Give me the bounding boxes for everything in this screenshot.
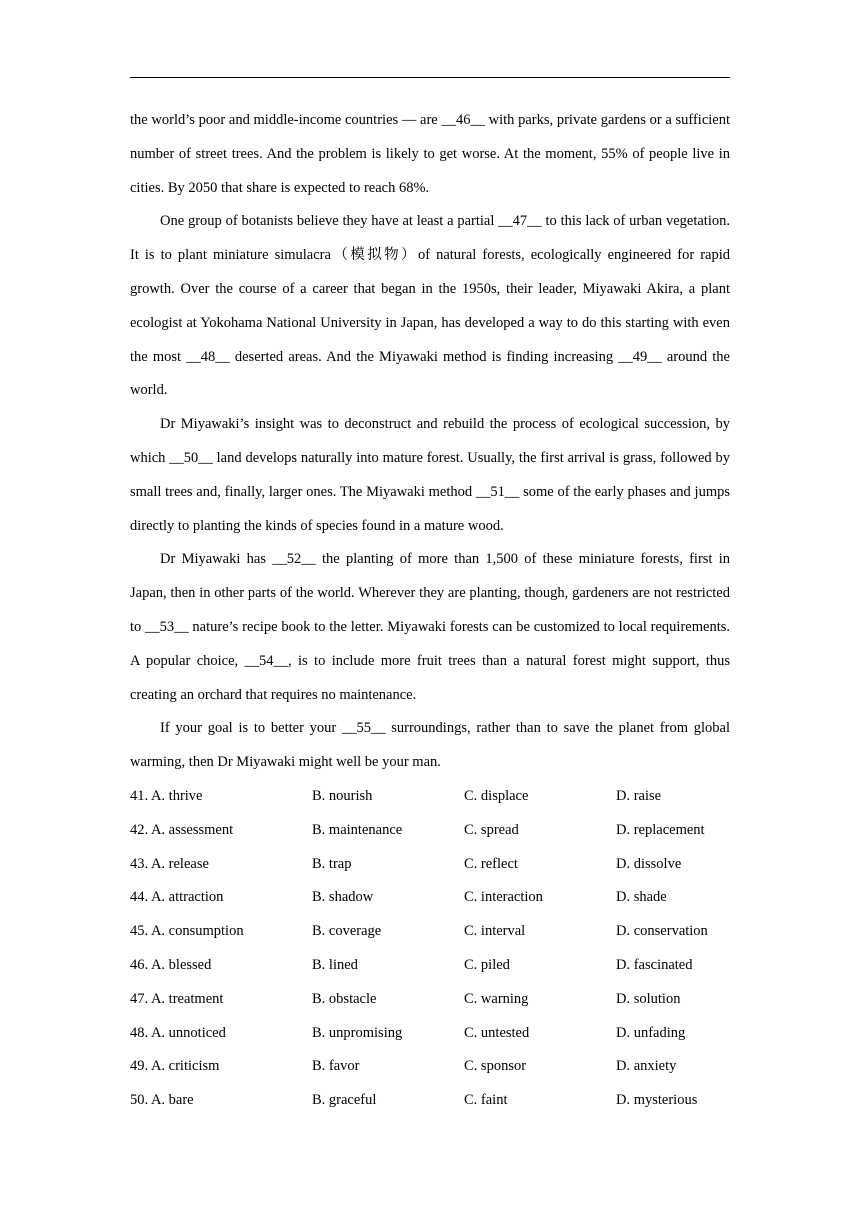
header-rule	[130, 77, 730, 78]
option-a: 43. A. release	[130, 855, 209, 872]
option-d: D. fascinated	[616, 956, 693, 973]
option-a: 48. A. unnoticed	[130, 1024, 226, 1041]
option-row	[130, 848, 730, 882]
option-a: 47. A. treatment	[130, 990, 224, 1007]
option-c: C. untested	[464, 1024, 530, 1041]
option-b: B. graceful	[312, 1092, 377, 1109]
option-a: 49. A. criticism	[130, 1058, 220, 1075]
option-a: 45. A. consumption	[130, 923, 244, 940]
option-b: B. coverage	[312, 923, 382, 940]
option-b: B. maintenance	[312, 821, 403, 838]
option-d: D. mysterious	[616, 1092, 698, 1109]
option-b: B. unpromising	[312, 1024, 403, 1041]
option-c: C. reflect	[464, 855, 518, 872]
option-a: 46. A. blessed	[130, 956, 212, 973]
option-d: D. conservation	[616, 923, 708, 940]
option-row	[130, 915, 730, 949]
option-row	[130, 1084, 730, 1118]
option-row	[130, 983, 730, 1017]
option-row	[130, 814, 730, 848]
answer-options	[130, 780, 730, 1118]
option-row	[130, 881, 730, 915]
passage-paragraph: If your goal is to better your __55__ surroundings, rather than to save the planet from global warming, then Dr Miyawaki might well be your man.	[130, 720, 730, 771]
option-d: D. unfading	[616, 1024, 686, 1041]
option-c: C. piled	[464, 956, 510, 973]
document-body	[130, 104, 730, 1118]
option-d: D. shade	[616, 889, 667, 906]
option-b: B. nourish	[312, 787, 373, 804]
passage-paragraph: the world’s poor and middle-income countries — are __46__ with parks, private gardens or a sufficient number of street trees. And the problem is likely to get worse. At the moment, 55% of people live in cities. By 2050 that share is expected to reach 68%.	[130, 112, 730, 196]
option-b: B. obstacle	[312, 990, 377, 1007]
option-row	[130, 780, 730, 814]
option-d: D. anxiety	[616, 1058, 677, 1075]
option-c: C. warning	[464, 990, 529, 1007]
option-d: D. replacement	[616, 821, 705, 838]
option-b: B. lined	[312, 956, 358, 973]
option-b: B. favor	[312, 1058, 360, 1075]
option-a: 44. A. attraction	[130, 889, 224, 906]
option-row	[130, 1017, 730, 1051]
option-a: 42. A. assessment	[130, 821, 234, 838]
option-d: D. solution	[616, 990, 681, 1007]
passage-paragraph: Dr Miyawaki’s insight was to deconstruct and rebuild the process of ecological succession, by which __50__ land develops naturally into mature forest. Usually, the first arrival is grass, followed by small trees and, finally, larger ones. The Miyawaki method __51__ some of the early phases and jumps directly to planting the kinds of species found in a mature wood.	[130, 416, 730, 534]
option-row	[130, 949, 730, 983]
option-a: 41. A. thrive	[130, 787, 203, 804]
option-c: C. sponsor	[464, 1058, 527, 1075]
option-c: C. faint	[464, 1092, 508, 1109]
option-c: C. interval	[464, 923, 526, 940]
passage-paragraph: One group of botanists believe they have at least a partial __47__ to this lack of urban vegetation. It is to plant miniature simulacra（模拟物）of natural forests, ecologically engineered for rapid growth. Over the course of a career that began in the 1950s, their leader, Miyawaki Akira, a plant ecologist at Yokohama National University in Japan, has developed a way to do this starting with even the most __48__ deserted areas. And the Miyawaki method is finding increasing __49__ around the world.	[130, 213, 730, 399]
option-b: B. shadow	[312, 889, 374, 906]
option-row	[130, 1050, 730, 1084]
option-c: C. interaction	[464, 889, 543, 906]
option-d: D. raise	[616, 787, 662, 804]
option-a: 50. A. bare	[130, 1092, 194, 1109]
option-c: C. spread	[464, 821, 519, 838]
passage-paragraph: Dr Miyawaki has __52__ the planting of more than 1,500 of these miniature forests, first in Japan, then in other parts of the world. Wherever they are planting, though, gardeners are not restricted to __53__ nature’s recipe book to the letter. Miyawaki forests can be customized to local requirements. A popular choice, __54__, is to include more fruit trees than a natural forest might support, thus creating an orchard that requires no maintenance.	[130, 551, 730, 703]
option-d: D. dissolve	[616, 855, 682, 872]
option-b: B. trap	[312, 855, 352, 872]
option-c: C. displace	[464, 787, 529, 804]
